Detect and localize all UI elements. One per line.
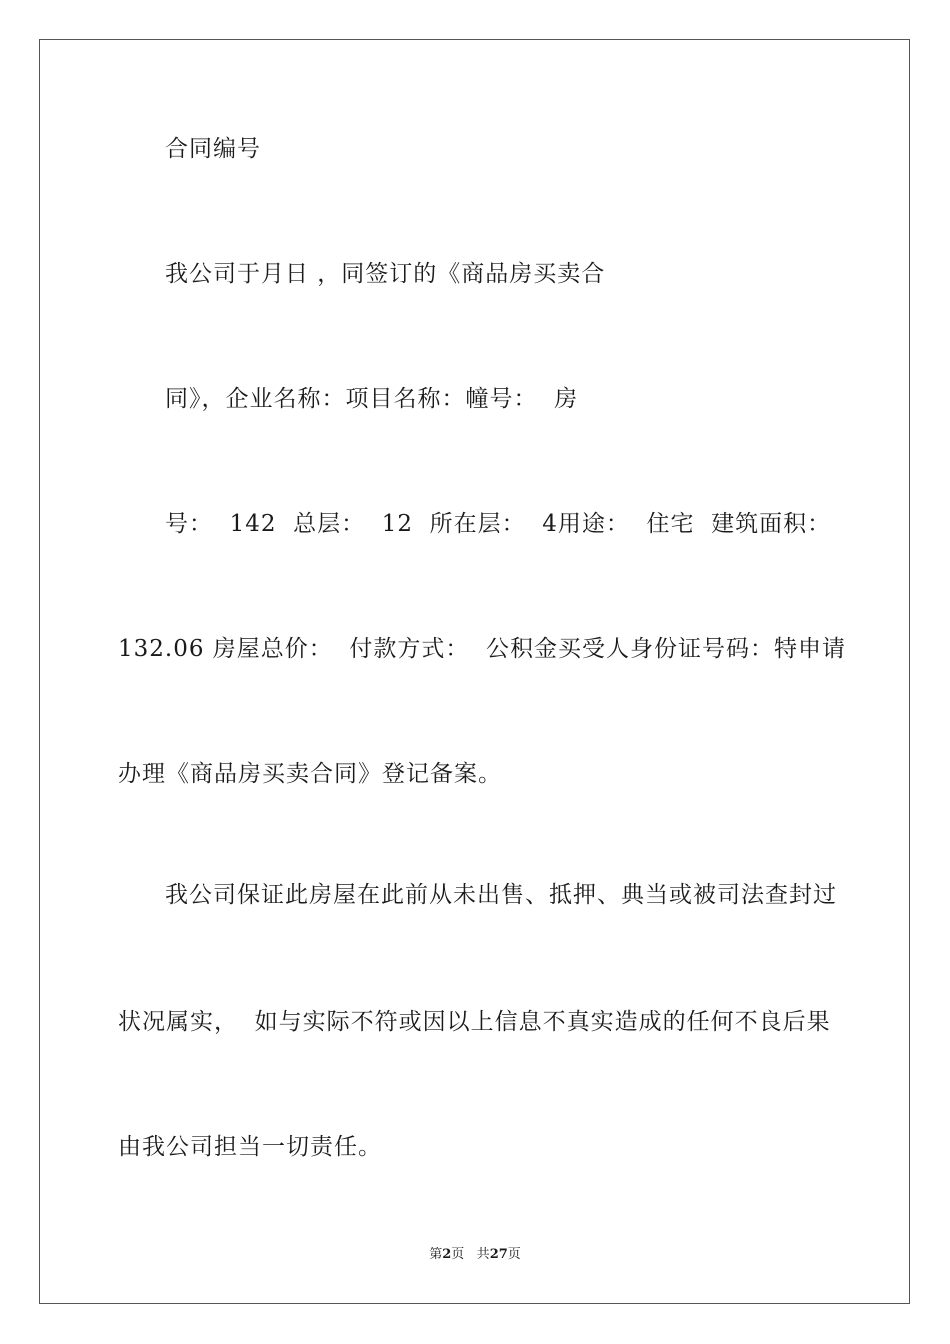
body-line-8: 由我公司担当一切责任。: [118, 1134, 382, 1160]
total-suffix: 页: [507, 1247, 521, 1262]
page-number: 2: [442, 1247, 452, 1262]
body-line-6: 我公司保证此房屋在此前从未出售、抵押、典当或被司法查封过: [165, 882, 837, 908]
body-line-3: 号： 142 总层： 12 所在层： 4用途： 住宅 建筑面积：: [165, 511, 832, 537]
body-line-4: 132.06 房屋总价： 付款方式： 公积金买受人身份证号码：特申请: [118, 636, 847, 662]
total-prefix: 共: [476, 1247, 490, 1262]
page-prefix: 第: [429, 1247, 443, 1262]
body-line-1: 我公司于月日 ，同签订的《商品房买卖合: [165, 261, 606, 287]
contract-number-label: 合同编号: [165, 136, 261, 162]
body-line-5: 办理《商品房买卖合同》登记备案。: [118, 761, 502, 787]
body-line-2: 同》，企业名称：项目名称：幢号： 房: [165, 386, 579, 412]
body-line-7: 状况属实， 如与实际不符或因以上信息不真实造成的任何不良后果: [118, 1009, 831, 1035]
page-border: [39, 39, 910, 1304]
page-suffix: 页: [451, 1247, 465, 1262]
page-footer: [0, 1246, 950, 1264]
total-pages: 27: [489, 1247, 508, 1262]
